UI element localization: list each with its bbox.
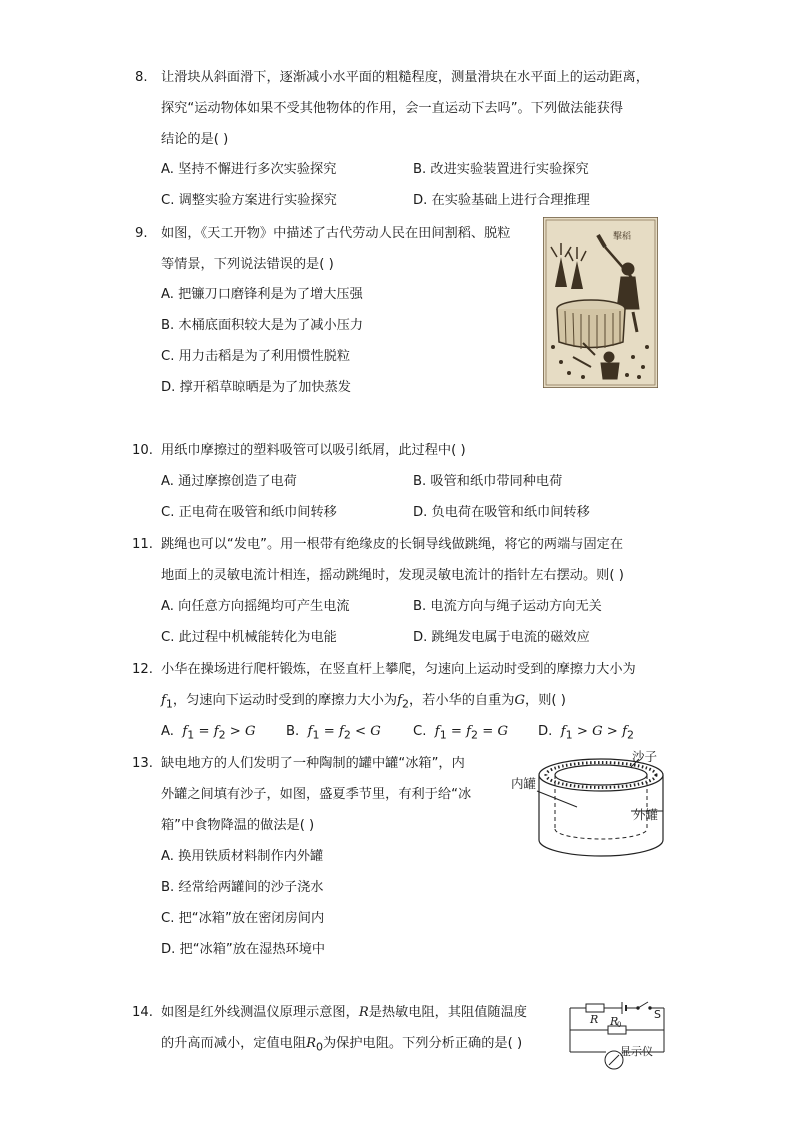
- q9-option-a: A. 把镰刀口磨锋利是为了增大压强: [161, 287, 363, 302]
- q10-option-a: A. 通过摩擦创造了电荷: [161, 474, 297, 489]
- math-sub: 2: [626, 728, 634, 742]
- q9-option-c: C. 用力击稻是为了利用惯性脱粒: [161, 349, 351, 364]
- q13-stem-line: 箱”中食物降温的做法是( ): [161, 818, 315, 833]
- q9-tiangong-kaiwu-illustration: [543, 217, 658, 388]
- math-op: <: [350, 724, 371, 739]
- q11-option-d: D. 跳绳发电属于电流的磁效应: [413, 630, 590, 645]
- q12-option-b: [286, 722, 381, 746]
- q12-option-c: [413, 722, 508, 746]
- q12-symbol-f1: f: [161, 693, 166, 708]
- math-expr: = f: [198, 724, 219, 739]
- q8-stem-line: 探究“运动物体如果不受其他物体的作用，会一直运动下去吗”。下列做法能获得: [161, 101, 624, 116]
- q8-number: 8.: [135, 70, 148, 85]
- math-f: f: [307, 724, 313, 739]
- q13-stem-line: 外罐之间填有沙子，如图，盛夏季节里，有利于给“冰: [161, 787, 472, 802]
- q13-option-b: B. 经常给两罐间的沙子浇水: [161, 880, 324, 895]
- q12-subscript: 1: [165, 697, 173, 711]
- q14-stem-line: [161, 1034, 522, 1058]
- q9-stem-line: 等情景，下列说法错误的是( ): [161, 257, 334, 272]
- math-f: f: [622, 724, 627, 739]
- q12-subscript: 2: [401, 697, 409, 711]
- q8-option-b: B. 改进实验装置进行实验探究: [413, 162, 589, 177]
- q12-stem-line: [161, 691, 566, 715]
- math-expr: = f: [323, 724, 344, 739]
- math-sub: 1: [187, 728, 195, 742]
- option-letter: A.: [161, 724, 174, 739]
- math-sub: 1: [439, 728, 447, 742]
- q9-stem-line: 如图，《天工开物》中描述了古代劳动人民在田间割稻、脱粒: [161, 226, 511, 241]
- q10-number: 10.: [132, 443, 153, 458]
- q14-stem-text: 的升高而减小，定值电阻: [161, 1036, 307, 1051]
- q10-option-c: C. 正电荷在吸管和纸巾间转移: [161, 505, 337, 520]
- math-sub: 2: [218, 728, 226, 742]
- q12-stem-line: 小华在操场进行爬杆锻炼，在竖直杆上攀爬，匀速向上运动时受到的摩擦力大小为: [161, 662, 636, 677]
- q8-option-c: C. 调整实验方案进行实验探究: [161, 193, 337, 208]
- option-letter: C.: [413, 724, 427, 739]
- math-f: f: [434, 724, 440, 739]
- q12-stem-text: ，则( ): [525, 693, 566, 708]
- q14-symbol-r0: R: [306, 1036, 316, 1051]
- q11-option-b: B. 电流方向与绳子运动方向无关: [413, 599, 602, 614]
- resistor-r0-subscript: 0: [617, 1021, 622, 1029]
- outer-pot-label: 外罐: [633, 807, 659, 822]
- q14-symbol-r: R: [358, 1005, 369, 1020]
- inner-pot-label: 内罐: [511, 776, 537, 791]
- q10-option-b: B. 吸管和纸巾带同种电荷: [413, 474, 563, 489]
- q14-stem-text: 为保护电阻。下列分析正确的是( ): [323, 1036, 523, 1051]
- q13-stem-line: 缺电地方的人们发明了一种陶制的罐中罐“冰箱”，内: [161, 756, 465, 771]
- math-sub: 1: [565, 728, 573, 742]
- q11-option-a: A. 向任意方向摇绳均可产生电流: [161, 599, 350, 614]
- math-expr: > G >: [576, 724, 618, 739]
- q12-stem-text: ，匀速向下运动时受到的摩擦力大小为: [172, 693, 398, 708]
- q9-option-d: D. 撑开稻草晾晒是为了加快蒸发: [161, 380, 351, 395]
- q11-stem-line: 跳绳也可以“发电”。用一根带有绝缘皮的长铜导线做跳绳，将它的两端与固定在: [161, 537, 624, 552]
- math-op: >: [225, 724, 246, 739]
- sand-label: 沙子: [632, 749, 658, 764]
- math-sub: 1: [312, 728, 320, 742]
- math-f: f: [560, 724, 566, 739]
- q14-stem-line: [161, 1003, 527, 1023]
- math-g: G: [370, 724, 381, 739]
- q11-option-c: C. 此过程中机械能转化为电能: [161, 630, 337, 645]
- q13-option-a: A. 换用铁质材料制作内外罐: [161, 849, 324, 864]
- q12-number: 12.: [132, 662, 153, 677]
- q13-option-d: D. 把“冰箱”放在湿热环境中: [161, 942, 326, 957]
- q13-pot-in-pot-diagram: [505, 745, 665, 870]
- q10-stem-line: 用纸巾摩擦过的塑料吸管可以吸引纸屑，此过程中( ): [161, 443, 466, 458]
- math-f: f: [182, 724, 188, 739]
- q14-number: 14.: [132, 1005, 153, 1020]
- q10-option-d: D. 负电荷在吸管和纸巾间转移: [413, 505, 590, 520]
- q13-number: 13.: [132, 756, 153, 771]
- option-letter: B.: [286, 724, 300, 739]
- q8-option-d: D. 在实验基础上进行合理推理: [413, 193, 590, 208]
- q9-number: 9.: [135, 226, 148, 241]
- display-meter-label: 显示仪: [620, 1045, 653, 1058]
- math-expr: = f: [450, 724, 472, 739]
- q12-stem-text: ，若小华的自重为: [408, 693, 515, 708]
- resistor-r-label: R: [590, 1013, 599, 1026]
- math-g: G: [245, 724, 256, 739]
- q8-option-a: A. 坚持不懈进行多次实验探究: [161, 162, 337, 177]
- q8-stem-line: 让滑块从斜面滑下，逐渐减小水平面的粗糙程度，测量滑块在水平面上的运动距离，: [161, 70, 649, 85]
- math-g: G: [497, 724, 508, 739]
- math-sub: 2: [471, 728, 479, 742]
- q12-option-d: [538, 722, 634, 746]
- q14-circuit-diagram: [566, 998, 670, 1076]
- math-op: =: [478, 724, 498, 739]
- q14-stem-text: 如图是红外线测温仪原理示意图，: [161, 1005, 359, 1020]
- q12-option-a: [161, 722, 256, 746]
- switch-label: S: [654, 1008, 661, 1021]
- option-letter: D.: [538, 724, 553, 739]
- q8-stem-line: 结论的是( ): [161, 132, 229, 147]
- svg-text:擊稻: 擊稻: [613, 232, 632, 242]
- math-sub: 2: [343, 728, 351, 742]
- q14-subscript: 0: [316, 1040, 323, 1054]
- q14-stem-text: 是热敏电阻，其阻值随温度: [368, 1005, 527, 1020]
- q13-option-c: C. 把“冰箱”放在密闭房间内: [161, 911, 325, 926]
- q9-option-b: B. 木桶底面积较大是为了减小压力: [161, 318, 364, 333]
- q11-number: 11.: [132, 537, 153, 552]
- q12-symbol-f2: f: [397, 693, 402, 708]
- q11-stem-line: 地面上的灵敏电流计相连，摇动跳绳时，发现灵敏电流计的指针左右摆动。则( ): [161, 568, 624, 583]
- q12-symbol-g: G: [514, 693, 526, 708]
- resistor-r0-label: R: [610, 1015, 619, 1028]
